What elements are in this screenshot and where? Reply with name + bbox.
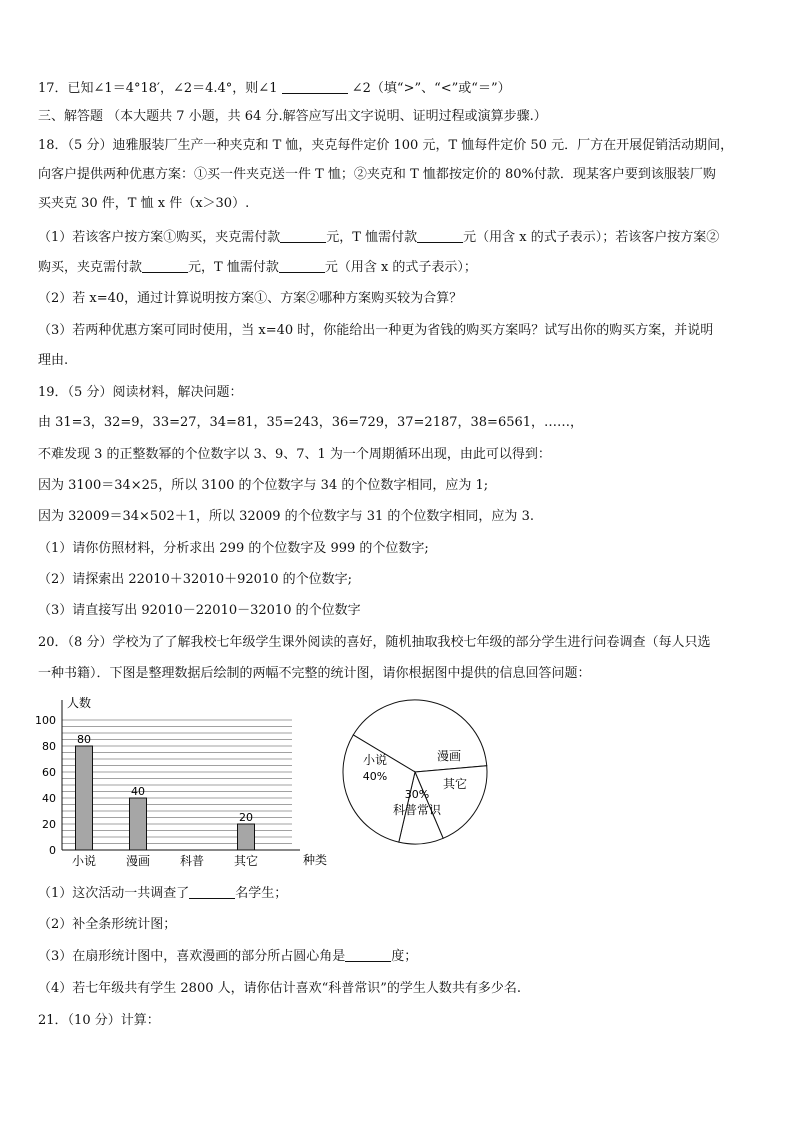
text: 名学生；	[235, 886, 288, 901]
question-17-text: 17．已知∠1＝4°18′，∠2＝4.4°，则∠1	[38, 81, 278, 96]
question-18-line-2: 向客户提供两种优惠方案：①买一件夹克送一件 T 恤；②夹克和 T 恤都按定价的 80%付款．现某客户要到该服装厂购	[38, 167, 716, 182]
y-tick-label: 40	[42, 792, 56, 805]
question-20-part-2: （2）补全条形统计图；	[38, 917, 177, 932]
question-18-part-3-line-1: （3）若两种优惠方案可同时使用，当 x=40 时，你能给出一种更为省钱的购买方案吗？试写出你的购买方案，并说明	[38, 323, 714, 338]
answer-blank[interactable]	[282, 80, 348, 94]
question-18-part-3-line-2: 理由.	[38, 353, 69, 368]
answer-blank[interactable]	[279, 259, 325, 273]
question-17	[38, 80, 511, 98]
question-19-part-1: （1）请你仿照材料，分析求出 299 的个位数字及 999 的个位数字;	[38, 541, 429, 556]
text: 度；	[391, 949, 418, 964]
text: 购买，夹克需付款	[38, 260, 143, 275]
question-19-part-3: （3）请直接写出 92010－22010－32010 的个位数字	[38, 603, 361, 618]
pie-percent-label: 40%	[362, 770, 388, 783]
text: （1）这次活动一共调查了	[38, 886, 190, 901]
bar	[130, 798, 147, 850]
x-tick-label: 小说	[71, 854, 97, 868]
answer-blank[interactable]	[280, 229, 326, 243]
section-3-heading: 三、解答题 （本大题共 7 小题，共 64 分.解答应写出文字说明、证明过程或演算步骤.）	[38, 109, 547, 124]
y-tick-label: 20	[42, 818, 56, 831]
question-19-line-2: 由 31=3，32=9，33=27，34=81，35=243，36=729，37=2187，38=6561，……，	[38, 415, 584, 430]
bar	[238, 824, 255, 850]
text: 元，T 恤需付款	[188, 260, 279, 275]
answer-blank[interactable]	[417, 229, 463, 243]
question-20-part-1	[38, 885, 287, 903]
x-tick-label: 漫画	[125, 854, 151, 868]
question-18-part-2: （2）若 x=40，通过计算说明按方案①、方案②哪种方案购买较为合算？	[38, 291, 463, 306]
text: （3）在扇形统计图中，喜欢漫画的部分所占圆心角是	[38, 949, 346, 964]
text: 元，T 恤需付款	[326, 230, 418, 245]
answer-blank[interactable]	[345, 948, 391, 962]
answer-blank[interactable]	[142, 259, 188, 273]
answer-blank[interactable]	[189, 885, 235, 899]
x-tick-label: 其它	[233, 854, 259, 868]
question-20-part-3	[38, 948, 417, 966]
question-18-part-1-line-1	[38, 229, 719, 247]
question-19-part-2: （2）请探索出 22010＋32010＋92010 的个位数字;	[38, 572, 352, 587]
text: 元（用含 x 的式子表示）；若该客户按方案②	[463, 230, 720, 245]
text: 元（用含 x 的式子表示）；	[324, 260, 477, 275]
y-tick-label: 60	[42, 766, 56, 779]
y-axis-label: 人数	[67, 696, 92, 710]
pie-slice-label: 其它	[442, 777, 468, 791]
pie-slice-label: 漫画	[436, 749, 462, 763]
bar-data-label: 80	[77, 733, 91, 746]
y-tick-label: 0	[49, 844, 56, 857]
x-axis-label: 种类	[303, 853, 328, 867]
y-tick-label: 80	[42, 740, 56, 753]
y-tick-label: 100	[35, 714, 56, 727]
bar-data-label: 20	[239, 811, 253, 824]
question-17-text-end: ∠2（填“>”、“<”或“＝”）	[351, 81, 511, 96]
pie-percent-label: 30%	[404, 788, 430, 801]
question-20-part-4: （4）若七年级共有学生 2800 人，请你估计喜欢“科普常识”的学生人数共有多少名.	[38, 981, 522, 996]
question-20-line-2: 一种书籍）．下图是整理数据后绘制的两幅不完整的统计图，请你根据图中提供的信息回答问题：	[38, 666, 591, 681]
question-20-line-1: 20．（8 分）学校为了了解我校七年级学生课外阅读的喜好，随机抽取我校七年级的部分学生进行问卷调查（每人只选	[38, 635, 711, 650]
question-18-line-3: 买夹克 30 件，T 恤 x 件（x＞30）.	[38, 196, 250, 211]
question-18-line-1: 18．（5 分）迪雅服装厂生产一种夹克和 T 恤，夹克每件定价 100 元，T 恤每件定价 50 元．厂方在开展促销活动期间，	[38, 138, 734, 153]
bar	[76, 746, 93, 850]
question-21-heading: 21．（10 分）计算：	[38, 1013, 160, 1028]
pie-slice-label: 小说	[362, 753, 388, 767]
question-18-part-1-line-2	[38, 259, 477, 277]
question-19-line-1: 19．（5 分）阅读材料，解决问题：	[38, 385, 243, 400]
question-19-line-5: 因为 32009＝34×502＋1，所以 32009 的个位数字与 31 的个位数字相同，应为 3.	[38, 509, 534, 524]
question-19-line-4: 因为 3100＝34×25，所以 3100 的个位数字与 34 的个位数字相同，应为 1;	[38, 478, 489, 493]
pie-chart	[330, 690, 500, 860]
x-tick-label: 科普	[179, 854, 205, 868]
bar-chart	[30, 690, 340, 870]
pie-slice-label: 科普常识	[392, 803, 442, 817]
text: （1）若该客户按方案①购买，夹克需付款	[38, 230, 281, 245]
bar-data-label: 40	[131, 785, 145, 798]
question-19-line-3: 不难发现 3 的正整数幂的个位数字以 3、9、7、1 为一个周期循环出现，由此可以得到：	[38, 447, 551, 462]
